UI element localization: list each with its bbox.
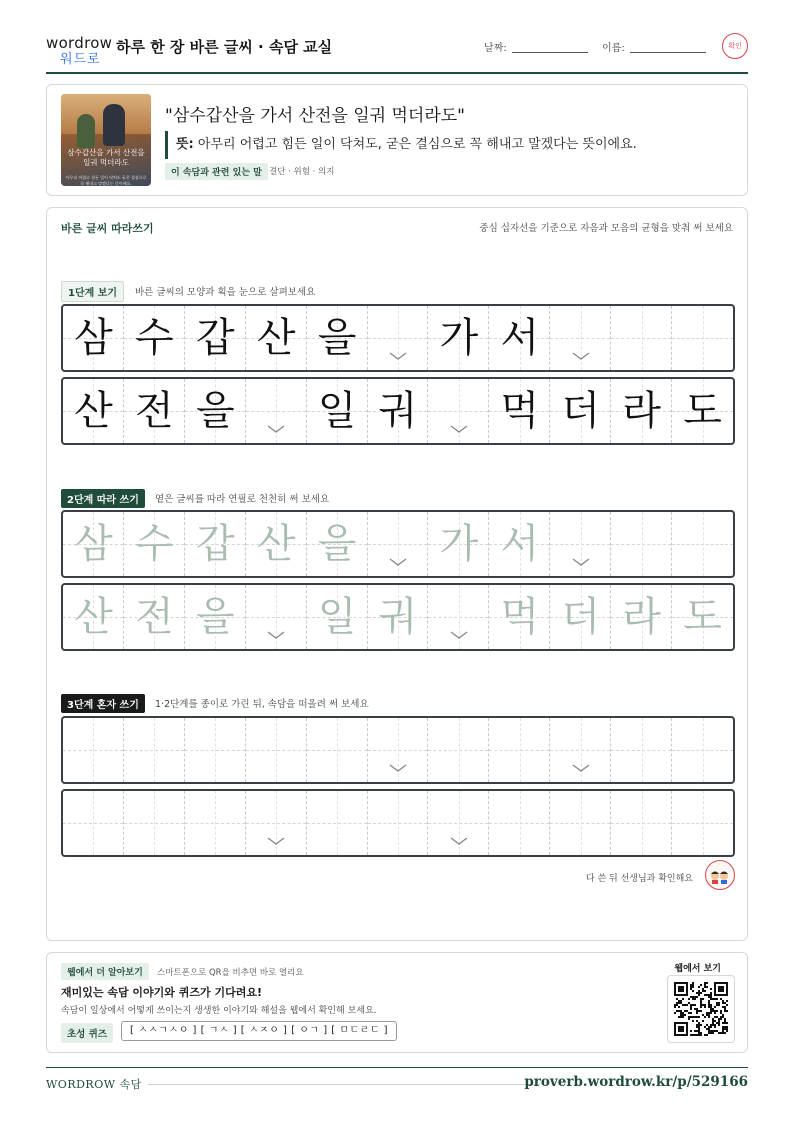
logo-wordmark: wordrow <box>46 34 113 52</box>
grid-character: 갑 <box>195 315 235 361</box>
name-label: 이름: <box>602 43 625 54</box>
space-mark-icon <box>388 556 408 568</box>
grid-cell <box>246 585 307 649</box>
qr-code-icon <box>674 982 728 1036</box>
grid-cell <box>124 585 185 649</box>
grid-cell[interactable] <box>672 718 733 782</box>
grid-character: 을 <box>195 388 235 434</box>
grid-character: 전 <box>135 594 174 640</box>
grid-cell <box>550 379 611 443</box>
grid-character: 궈 <box>378 594 418 640</box>
step-3-row-1[interactable] <box>61 716 735 784</box>
grid-cell <box>185 379 246 443</box>
name-field[interactable] <box>630 52 706 53</box>
grid-cell <box>550 512 611 576</box>
grid-character: 일 <box>317 594 357 640</box>
grid-cell <box>368 306 429 370</box>
grid-cell <box>185 585 246 649</box>
grid-cell[interactable] <box>368 791 429 855</box>
grid-cell <box>368 379 429 443</box>
grid-cell[interactable] <box>672 791 733 855</box>
proverb-illustration <box>61 94 151 186</box>
grid-character: 산 <box>74 388 113 434</box>
grid-cell[interactable] <box>246 718 307 782</box>
grid-cell[interactable] <box>63 791 124 855</box>
grid-cell <box>428 512 489 576</box>
grid-cell <box>672 512 733 576</box>
grid-cell <box>368 585 429 649</box>
grid-cell[interactable] <box>368 718 429 782</box>
space-mark-icon <box>266 835 286 847</box>
grid-character: 수 <box>135 521 174 567</box>
grid-cell <box>124 512 185 576</box>
illustration-figure-right <box>103 104 125 146</box>
step-2-row-1[interactable] <box>61 510 735 578</box>
chosung-quiz: [ ㅅㅅㄱㅅㅇ ] [ ㄱㅅ ] [ ㅅㅈㅇ ] [ ㅇㄱ ] [ ㅁㄷㄹㄷ ] <box>121 1021 397 1041</box>
grid-character: 가 <box>439 315 479 361</box>
grid-cell <box>63 512 124 576</box>
grid-character: 서 <box>500 315 540 361</box>
check-stamp-icon <box>722 33 748 59</box>
related-label: 이 속담과 관련 있는 말 <box>165 163 268 180</box>
grid-cell <box>63 306 124 370</box>
illustration-figure-left <box>77 114 95 148</box>
practice-card <box>46 207 748 941</box>
meaning-label: 뜻: <box>176 137 194 152</box>
illustration-subcaption: 아무리 어렵고 힘든 일이 닥쳐도 굳은 결심으로 꼭 해내고 말겠다는 뜻이에요. <box>65 175 147 186</box>
grid-cell <box>428 585 489 649</box>
grid-cell[interactable] <box>489 718 550 782</box>
grid-cell[interactable] <box>185 718 246 782</box>
grid-character: 을 <box>317 315 357 361</box>
step-2-desc: 옅은 글씨를 따라 연필로 천천히 써 보세요 <box>155 494 330 505</box>
space-mark-icon <box>449 423 469 435</box>
step-2-badge: 2단계 따라 쓰기 <box>61 489 145 508</box>
grid-cell[interactable] <box>428 718 489 782</box>
step-1-row-2 <box>61 377 735 445</box>
grid-character: 삼 <box>74 521 113 567</box>
grid-character: 산 <box>256 521 296 567</box>
page-title: 하루 한 장 바른 글씨 · 속담 교실 <box>116 38 333 56</box>
grid-cell <box>428 306 489 370</box>
proverb-card <box>46 84 748 196</box>
step-3-desc: 1·2단계를 종이로 가린 뒤, 속담을 떠올려 써 보세요 <box>155 699 369 710</box>
grid-cell <box>489 306 550 370</box>
grid-character: 라 <box>622 594 661 640</box>
meaning-text: 아무리 어렵고 힘든 일이 닥쳐도, 굳은 결심으로 꼭 해내고 말겠다는 뜻이에요. <box>197 137 637 152</box>
grid-cell <box>307 306 368 370</box>
grid-cell[interactable] <box>307 718 368 782</box>
grid-character: 더 <box>561 594 601 640</box>
grid-cell <box>489 585 550 649</box>
grid-cell <box>124 379 185 443</box>
grid-character: 가 <box>439 521 479 567</box>
grid-cell <box>246 306 307 370</box>
grid-character: 서 <box>500 521 540 567</box>
grid-cell[interactable] <box>489 791 550 855</box>
grid-character: 산 <box>74 594 113 640</box>
grid-cell[interactable] <box>124 718 185 782</box>
quiz-label: 초성 퀴즈 <box>61 1023 113 1043</box>
practice-title: 바른 글씨 따라쓰기 <box>61 222 154 235</box>
grid-character: 더 <box>561 388 601 434</box>
grid-cell[interactable] <box>611 791 672 855</box>
grid-cell <box>672 585 733 649</box>
grid-cell <box>550 585 611 649</box>
space-mark-icon <box>388 350 408 362</box>
grid-cell[interactable] <box>63 718 124 782</box>
grid-character: 수 <box>135 315 174 361</box>
wordrow-logo <box>46 34 113 67</box>
proverb-title: "삼수갑산을 가서 산전을 일궈 먹더라도" <box>165 106 466 126</box>
teacher-stamp-icon <box>705 860 735 890</box>
check-note: 다 쓴 뒤 선생님과 확인해요 <box>585 874 693 884</box>
grid-cell <box>307 512 368 576</box>
logo-korean: 워드로 <box>60 52 101 67</box>
grid-cell <box>428 379 489 443</box>
grid-cell[interactable] <box>307 791 368 855</box>
grid-cell <box>368 512 429 576</box>
proverb-meaning <box>165 131 637 159</box>
grid-character: 라 <box>622 388 661 434</box>
illustration-caption: 삼수갑산을 가서 산전을 일궈 먹더라도 <box>67 148 145 167</box>
grid-character: 산 <box>256 315 296 361</box>
grid-cell <box>185 306 246 370</box>
qr-label: 웹에서 보기 <box>674 964 721 974</box>
step-1-desc: 바른 글씨의 모양과 획을 눈으로 살펴보세요 <box>135 287 316 298</box>
grid-cell <box>611 512 672 576</box>
web-headline: 재미있는 속담 이야기와 퀴즈가 기다려요! <box>61 986 262 999</box>
grid-character: 을 <box>317 521 357 567</box>
footer-divider <box>46 1067 748 1068</box>
grid-character: 도 <box>683 388 722 434</box>
step-1-row-1 <box>61 304 735 372</box>
stamp-label: 확인 <box>728 42 742 50</box>
web-card <box>46 952 748 1053</box>
grid-cell <box>489 512 550 576</box>
web-hint: 스마트폰으로 QR을 비추면 바로 열리요 <box>157 968 304 978</box>
grid-cell <box>611 585 672 649</box>
footer-url[interactable]: proverb.wordrow.kr/p/529166 <box>524 1074 748 1090</box>
grid-character: 먹 <box>500 594 540 640</box>
grid-cell[interactable] <box>185 791 246 855</box>
footer-brand: WORDROW 속담 <box>46 1078 142 1091</box>
grid-cell <box>246 379 307 443</box>
grid-cell[interactable] <box>428 791 489 855</box>
grid-cell <box>63 379 124 443</box>
grid-cell <box>246 512 307 576</box>
step-3-badge: 3단계 혼자 쓰기 <box>61 694 145 713</box>
grid-cell <box>550 306 611 370</box>
web-badge: 웹에서 더 알아보기 <box>61 963 149 980</box>
grid-cell <box>611 379 672 443</box>
date-label: 날짜: <box>484 43 507 54</box>
grid-cell <box>185 512 246 576</box>
grid-character: 삼 <box>74 315 113 361</box>
grid-character: 전 <box>135 388 174 434</box>
grid-cell <box>307 585 368 649</box>
grid-cell <box>489 379 550 443</box>
space-mark-icon <box>449 835 469 847</box>
date-field[interactable] <box>512 52 588 53</box>
grid-character: 을 <box>195 594 235 640</box>
grid-cell[interactable] <box>246 791 307 855</box>
grid-cell <box>307 379 368 443</box>
grid-cell <box>672 306 733 370</box>
grid-cell[interactable] <box>550 718 611 782</box>
grid-cell[interactable] <box>550 791 611 855</box>
grid-character: 갑 <box>195 521 235 567</box>
space-mark-icon <box>449 629 469 641</box>
space-mark-icon <box>571 350 591 362</box>
grid-character: 궈 <box>378 388 418 434</box>
grid-cell <box>124 306 185 370</box>
space-mark-icon <box>571 762 591 774</box>
space-mark-icon <box>571 556 591 568</box>
step-3-row-2[interactable] <box>61 789 735 857</box>
grid-cell <box>63 585 124 649</box>
grid-character: 도 <box>683 594 722 640</box>
related-words: 결단 · 위험 · 의지 <box>269 167 335 177</box>
space-mark-icon <box>266 423 286 435</box>
page-header <box>46 30 748 74</box>
practice-hint: 중심 십자선을 기준으로 자음과 모음의 균형을 맞춰 써 보세요 <box>479 223 733 234</box>
grid-cell <box>611 306 672 370</box>
grid-character: 일 <box>317 388 357 434</box>
grid-cell <box>672 379 733 443</box>
footer-rule <box>148 1084 540 1085</box>
space-mark-icon <box>388 762 408 774</box>
space-mark-icon <box>266 629 286 641</box>
step-2-row-2[interactable] <box>61 583 735 651</box>
grid-cell[interactable] <box>124 791 185 855</box>
step-1-badge: 1단계 보기 <box>61 281 124 302</box>
qr-code[interactable] <box>667 975 735 1043</box>
grid-cell[interactable] <box>611 718 672 782</box>
web-description: 속담이 일상에서 어떻게 쓰이는지 생생한 이야기와 해설을 웹에서 확인해 보세요. <box>61 1006 377 1016</box>
grid-character: 먹 <box>500 388 540 434</box>
